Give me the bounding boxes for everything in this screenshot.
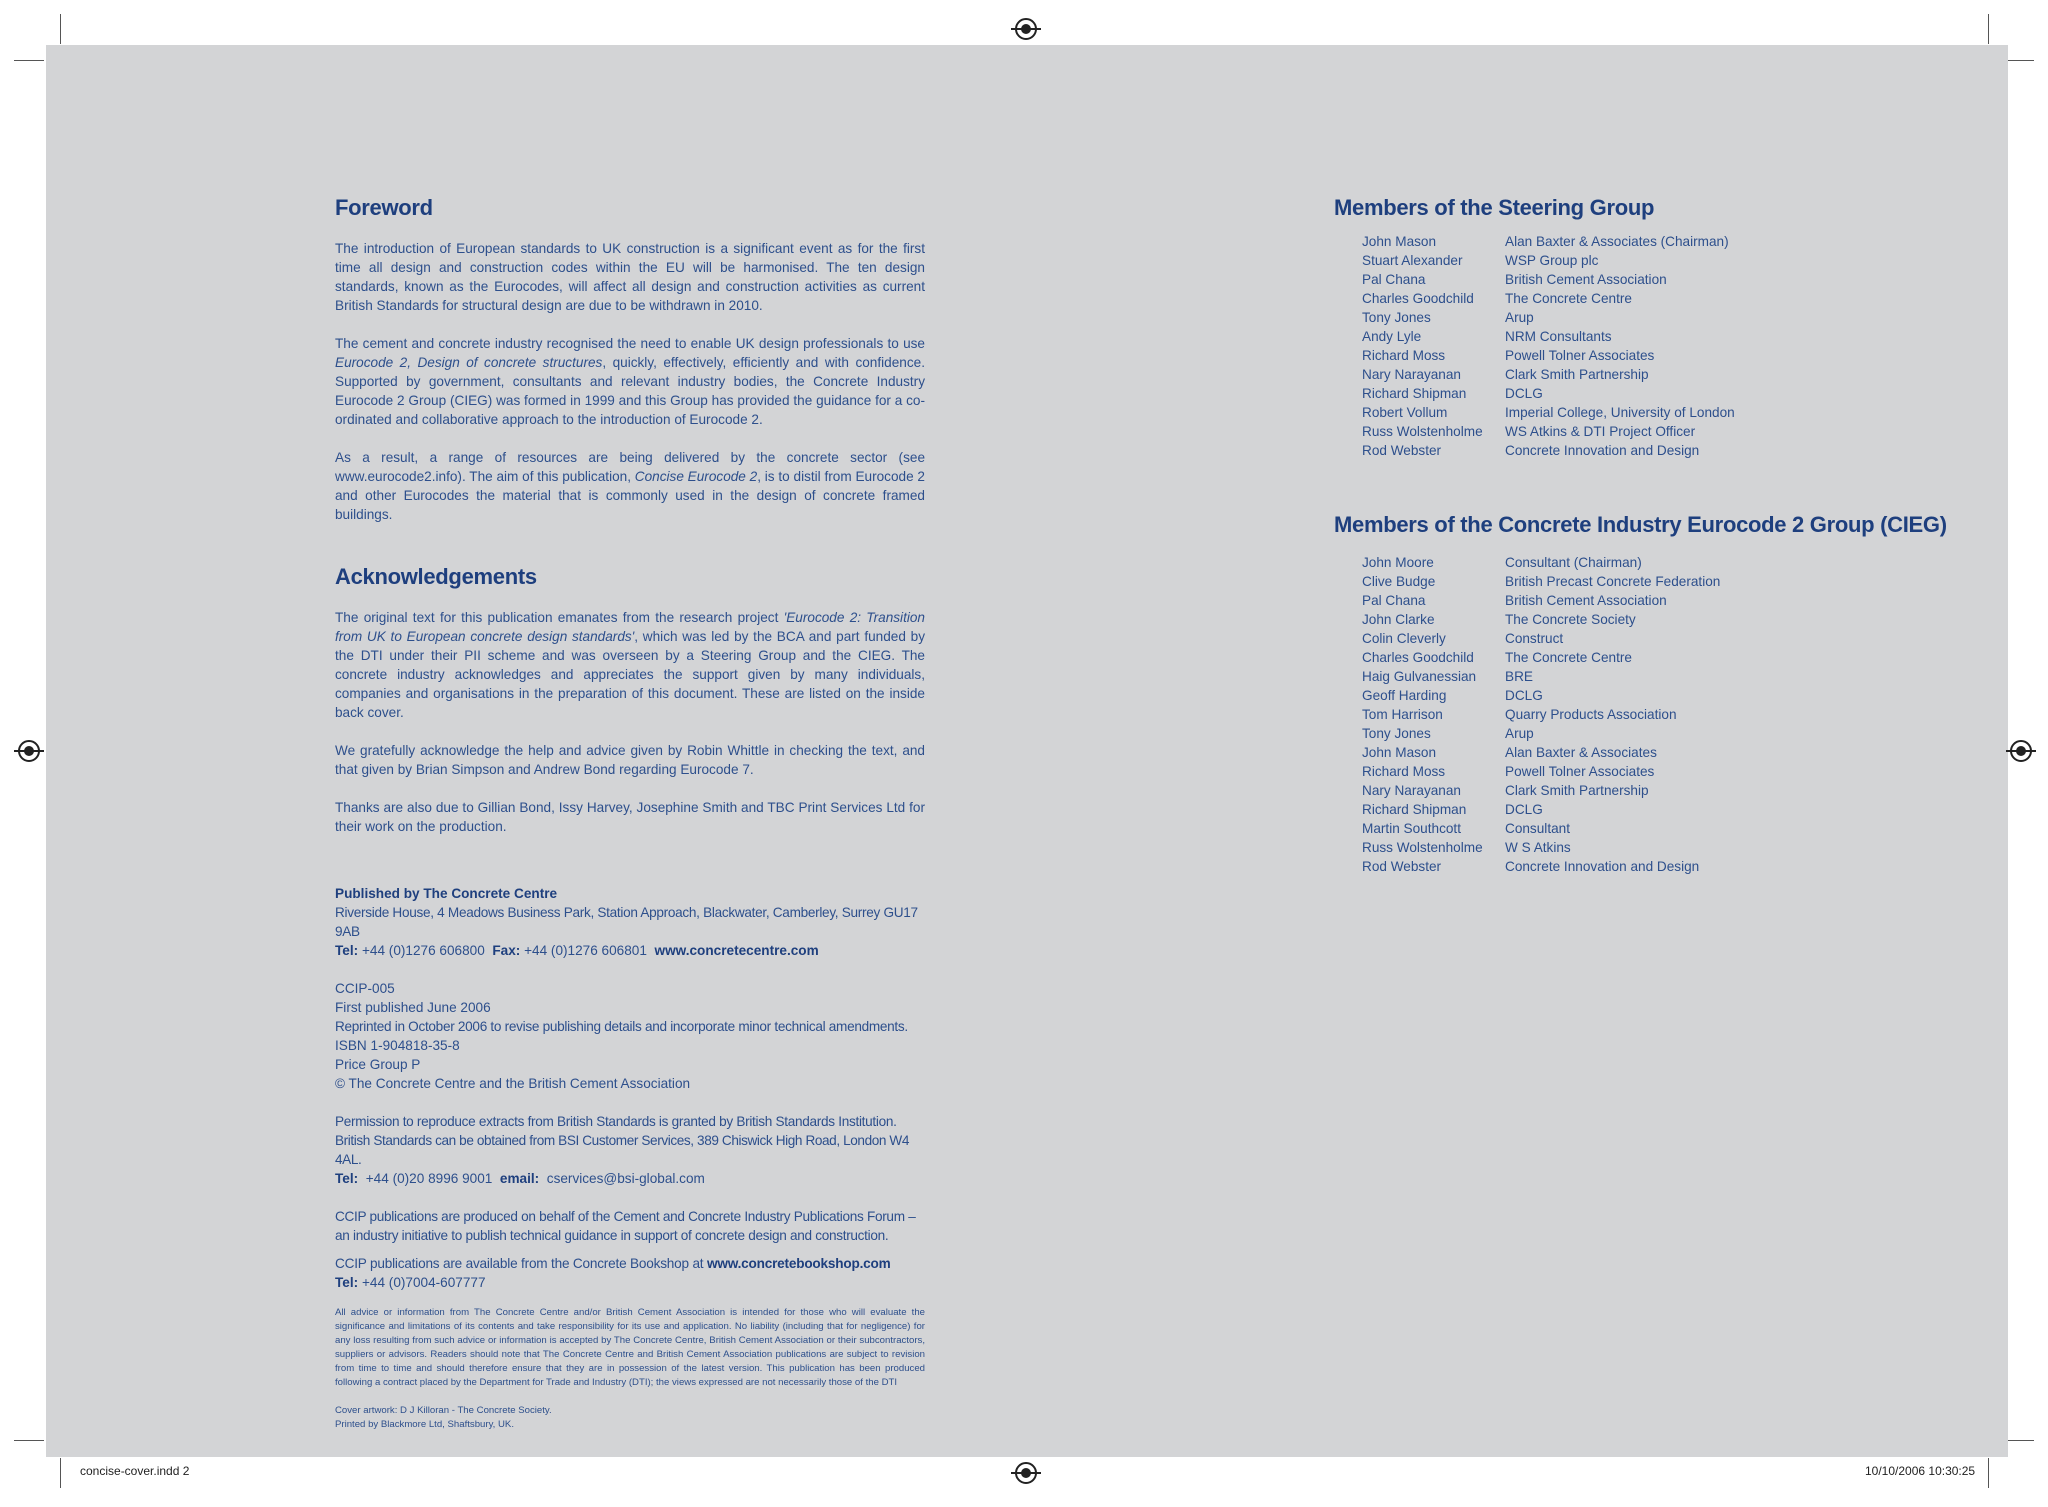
left-column <box>335 195 925 1432</box>
member-name: Geoff Harding <box>1362 688 1447 703</box>
crop-mark <box>14 1440 44 1441</box>
member-row <box>1362 327 1974 346</box>
foreword-paragraph: The introduction of European standards to UK construction is a significant event as for the first time all design and construction codes within the EU will be harmonised. The ten design standards, known as the Eurocodes, will affect all design and construction activities as current British Standards for structural design are due to be withdrawn in 2010. <box>335 241 925 313</box>
member-row <box>1362 838 1974 857</box>
member-row <box>1362 384 1974 403</box>
crop-mark <box>2004 1440 2034 1441</box>
publisher-contact: Tel: +44 (0)1276 606800 Fax: +44 (0)1276 606801 www.concretecentre.com <box>335 943 819 958</box>
member-organisation: Arup <box>1505 310 1534 325</box>
member-organisation: Quarry Products Association <box>1505 707 1677 722</box>
member-name: Russ Wolstenholme <box>1362 840 1483 855</box>
member-organisation: Consultant <box>1505 821 1570 836</box>
member-name: Richard Moss <box>1362 764 1446 779</box>
member-row <box>1362 289 1974 308</box>
member-name: Russ Wolstenholme <box>1362 424 1483 439</box>
member-organisation: DCLG <box>1505 386 1543 401</box>
member-organisation: W S Atkins <box>1505 840 1571 855</box>
crop-mark <box>60 14 61 44</box>
publisher-block <box>335 884 925 1292</box>
member-organisation: British Precast Concrete Federation <box>1505 574 1721 589</box>
foreword-title: Foreword <box>335 195 433 220</box>
member-organisation: British Cement Association <box>1505 272 1667 287</box>
member-organisation: British Cement Association <box>1505 593 1667 608</box>
member-name: Nary Narayanan <box>1362 783 1461 798</box>
bookshop-website-link[interactable]: www.concretebookshop.com <box>706 1256 891 1271</box>
member-row <box>1362 667 1974 686</box>
registration-mark-icon <box>1015 18 1037 40</box>
member-row <box>1362 251 1974 270</box>
member-row <box>1362 743 1974 762</box>
member-organisation: Clark Smith Partnership <box>1505 783 1649 798</box>
foreword-paragraph: As a result, a range of resources are being delivered by the concrete sector (see www.eurocode2.info). The aim of this publication, Concise Eurocode 2, is to distil from Eurocode 2 and other Eurocodes the material that is commonly used in the design of concrete framed buildings. <box>335 450 925 522</box>
member-name: John Moore <box>1362 555 1434 570</box>
member-name: John Mason <box>1362 234 1437 249</box>
crop-mark <box>2004 60 2034 61</box>
member-name: Tony Jones <box>1362 726 1431 741</box>
member-row <box>1362 705 1974 724</box>
member-organisation: Alan Baxter & Associates <box>1505 745 1657 760</box>
member-organisation: WS Atkins & DTI Project Officer <box>1505 424 1696 439</box>
member-name: Robert Vollum <box>1362 405 1448 420</box>
member-row <box>1362 762 1974 781</box>
member-organisation: DCLG <box>1505 802 1543 817</box>
member-row <box>1362 270 1974 289</box>
right-column <box>1334 195 1974 876</box>
member-organisation: Imperial College, University of London <box>1505 405 1735 420</box>
ccip-tel: Tel: +44 (0)7004-607777 <box>335 1275 486 1290</box>
publisher-heading: Published by The Concrete Centre <box>335 886 558 901</box>
detail-line: First published June 2006 <box>335 1000 491 1015</box>
member-organisation: Arup <box>1505 726 1534 741</box>
member-name: John Clarke <box>1362 612 1435 627</box>
member-organisation: The Concrete Society <box>1505 612 1636 627</box>
acknowledgements-paragraph: The original text for this publication emanates from the research project 'Eurocode 2: Transition from UK to European concrete design standards', which was led by the BCA and part funded by the DTI under their PII scheme and was overseen by a Steering Group and the CIEG. The concrete industry acknowledges and appreciates the support given by many individuals, companies and organisations in the preparation of this document. These are listed on the inside back cover. <box>335 610 925 720</box>
foreword-paragraph: The cement and concrete industry recognised the need to enable UK design professionals to use Eurocode 2, Design of concrete structures, quickly, effectively, efficiently and with confidence. Supported by government, consultants and relevant industry bodies, the Concrete Industry Eurocode 2 Group (CIEG) was formed in 1999 and this Group has provided the guidance for a co-ordinated and collaborative approach to the introduction of Eurocode 2. <box>335 336 925 427</box>
acknowledgements-title: Acknowledgements <box>335 564 537 589</box>
member-organisation: WSP Group plc <box>1505 253 1599 268</box>
member-organisation: Consultant (Chairman) <box>1505 555 1642 570</box>
slug-file: concise-cover.indd 2 <box>80 1464 190 1478</box>
ccip-bookshop-text: CCIP publications are available from the Concrete Bookshop at www.concretebookshop.com <box>335 1256 891 1271</box>
member-name: Andy Lyle <box>1362 329 1422 344</box>
crop-mark <box>1988 14 1989 44</box>
crop-mark <box>60 1458 61 1488</box>
member-row <box>1362 403 1974 422</box>
member-name: Haig Gulvanessian <box>1362 669 1477 684</box>
member-name: Martin Southcott <box>1362 821 1461 836</box>
member-row <box>1362 591 1974 610</box>
member-row <box>1362 819 1974 838</box>
registration-mark-icon <box>2010 740 2032 762</box>
member-row <box>1362 441 1974 460</box>
permission-contact: Tel: +44 (0)20 8996 9001 email: cservices@bsi-global.com <box>335 1171 705 1186</box>
disclaimer-text: All advice or information from The Concrete Centre and/or British Cement Association is intended for those who will evaluate the significance and limitations of its contents and take responsibility for its use and application. No liability (including that for negligence) for any loss resulting from such advice or information is accepted by The Concrete Centre, British Cement Association or their subcontractors, suppliers or advisors. Readers should note that The Concrete Centre and British Cement Association publications are subject to revision from time to time and should therefore ensure that they are in possession of the latest version. This publication has been produced following a contract placed by the Department for Trade and Industry (DTI); the views expressed are not necessarily those of the DTI <box>335 1307 925 1388</box>
member-name: Stuart Alexander <box>1362 253 1463 268</box>
member-name: Charles Goodchild <box>1362 291 1474 306</box>
detail-line: © The Concrete Centre and the British Cement Association <box>335 1076 691 1091</box>
registration-mark-icon <box>18 740 40 762</box>
member-row <box>1362 686 1974 705</box>
detail-line: Reprinted in October 2006 to revise publishing details and incorporate minor technical amendments. <box>335 1019 908 1034</box>
detail-line: CCIP-005 <box>335 981 395 996</box>
member-organisation: The Concrete Centre <box>1505 291 1632 306</box>
member-name: Richard Shipman <box>1362 802 1467 817</box>
steering-members-list <box>1362 232 1974 460</box>
permission-email-link[interactable]: cservices@bsi-global.com <box>546 1171 705 1186</box>
member-organisation: NRM Consultants <box>1505 329 1612 344</box>
detail-line: Price Group P <box>335 1057 421 1072</box>
crop-mark <box>1988 1458 1989 1488</box>
crop-mark <box>14 60 44 61</box>
member-name: Charles Goodchild <box>1362 650 1474 665</box>
member-name: Pal Chana <box>1362 593 1426 608</box>
member-name: Colin Cleverly <box>1362 631 1446 646</box>
member-row <box>1362 781 1974 800</box>
detail-line: ISBN 1-904818-35-8 <box>335 1038 460 1053</box>
credit-line: Cover artwork: D J Killoran - The Concrete Society. <box>335 1405 552 1416</box>
member-row <box>1362 724 1974 743</box>
publisher-website-link[interactable]: www.concretecentre.com <box>654 943 819 958</box>
permission-line: Permission to reproduce extracts from British Standards is granted by British Standards Institution. <box>335 1114 897 1129</box>
acknowledgements-paragraph: Thanks are also due to Gillian Bond, Issy Harvey, Josephine Smith and TBC Print Services Ltd for their work on the production. <box>335 800 925 834</box>
member-organisation: Powell Tolner Associates <box>1505 764 1655 779</box>
member-name: Rod Webster <box>1362 443 1442 458</box>
acknowledgements-paragraph: We gratefully acknowledge the help and advice given by Robin Whittle in checking the text, and that given by Brian Simpson and Andrew Bond regarding Eurocode 7. <box>335 743 925 777</box>
member-organisation: Clark Smith Partnership <box>1505 367 1649 382</box>
member-organisation: BRE <box>1505 669 1533 684</box>
member-row <box>1362 232 1974 251</box>
member-organisation: DCLG <box>1505 688 1543 703</box>
member-row <box>1362 857 1974 876</box>
member-row <box>1362 553 1974 572</box>
member-name: Nary Narayanan <box>1362 367 1461 382</box>
member-organisation: The Concrete Centre <box>1505 650 1632 665</box>
member-organisation: Concrete Innovation and Design <box>1505 859 1700 874</box>
member-name: Clive Budge <box>1362 574 1436 589</box>
member-name: Rod Webster <box>1362 859 1442 874</box>
member-row <box>1362 800 1974 819</box>
ccip-forum-text: CCIP publications are produced on behalf of the Cement and Concrete Industry Publications Forum – an industry initiative to publish technical guidance in support of concrete design and construction. <box>335 1209 916 1243</box>
member-row <box>1362 308 1974 327</box>
member-row <box>1362 365 1974 384</box>
member-organisation: Concrete Innovation and Design <box>1505 443 1700 458</box>
member-row <box>1362 346 1974 365</box>
member-row <box>1362 629 1974 648</box>
publisher-address: Riverside House, 4 Meadows Business Park, Station Approach, Blackwater, Camberley, Surrey GU17 9AB <box>335 905 918 939</box>
member-row <box>1362 648 1974 667</box>
slug-datetime: 10/10/2006 10:30:25 <box>1865 1464 1976 1478</box>
registration-mark-icon <box>1015 1462 1037 1484</box>
credit-line: Printed by Blackmore Ltd, Shaftsbury, UK. <box>335 1419 514 1430</box>
member-row <box>1362 610 1974 629</box>
member-name: Pal Chana <box>1362 272 1426 287</box>
steering-group-title: Members of the Steering Group <box>1334 195 1655 220</box>
cieg-members-list <box>1362 553 1974 876</box>
member-organisation: Construct <box>1505 631 1564 646</box>
member-organisation: Powell Tolner Associates <box>1505 348 1655 363</box>
member-row <box>1362 572 1974 591</box>
member-row <box>1362 422 1974 441</box>
member-name: John Mason <box>1362 745 1437 760</box>
permission-line: British Standards can be obtained from BSI Customer Services, 389 Chiswick High Road, London W4 4AL. <box>335 1133 910 1167</box>
disclaimer-block <box>335 1306 925 1432</box>
member-name: Richard Moss <box>1362 348 1446 363</box>
member-name: Tony Jones <box>1362 310 1431 325</box>
cieg-title: Members of the Concrete Industry Eurocode 2 Group (CIEG) <box>1334 512 1947 537</box>
member-name: Richard Shipman <box>1362 386 1467 401</box>
member-organisation: Alan Baxter & Associates (Chairman) <box>1505 234 1729 249</box>
member-name: Tom Harrison <box>1362 707 1443 722</box>
